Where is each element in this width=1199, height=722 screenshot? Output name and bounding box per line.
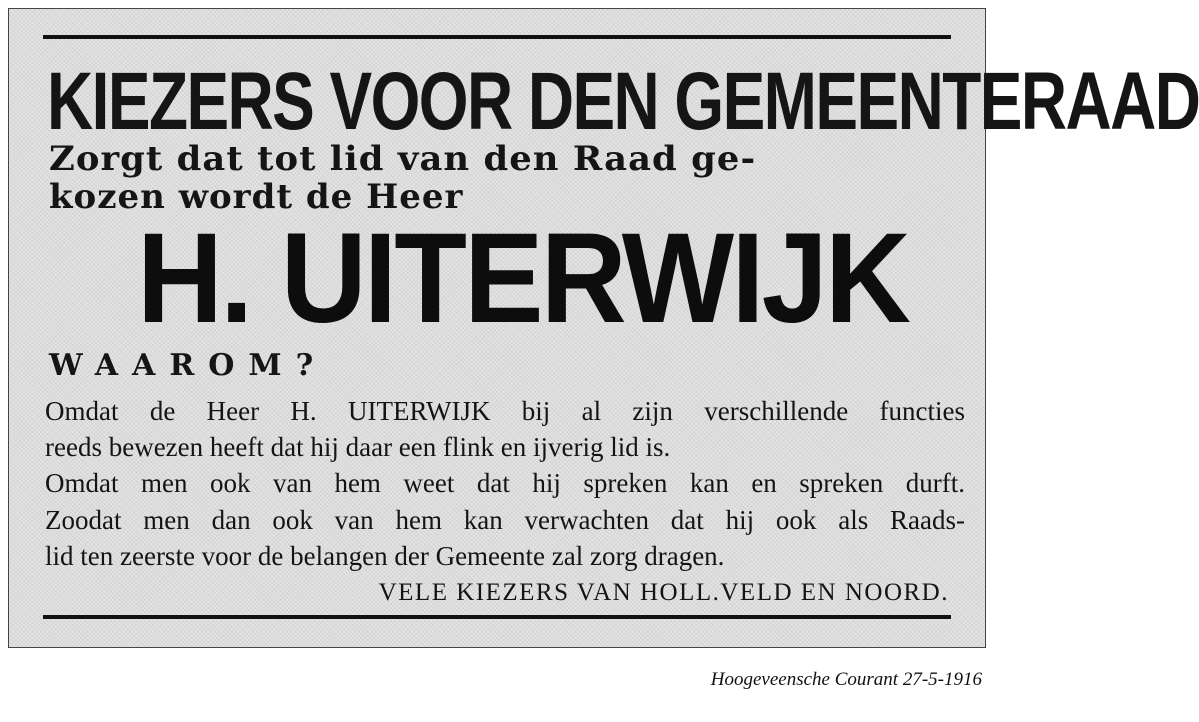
candidate-name: H. UITERWIJK: [137, 207, 909, 350]
headline: KIEZERS VOOR DEN GEMEENTERAAD: [47, 56, 1199, 147]
body-line: Zoodat men dan ook van hem kan verwachten dat hij ook als Raads-: [45, 505, 965, 535]
subline-first: Zorgt dat tot lid van den Raad ge-: [49, 139, 757, 179]
top-rule: [43, 35, 951, 39]
source-caption: Hoogeveensche Courant 27-5-1916: [710, 669, 982, 690]
bottom-rule: [43, 615, 951, 619]
question-heading: WAAROM?: [49, 348, 328, 383]
body-line: lid ten zeerste voor de belangen der Gemeente zal zorg dragen.: [45, 541, 725, 571]
newspaper-clipping: [8, 8, 1199, 648]
signature: VELE KIEZERS VAN HOLL.VELD EN NOORD.: [378, 579, 949, 606]
subline-second: kozen wordt de Heer: [49, 177, 464, 217]
body-line: Omdat men ook van hem weet dat hij spreken kan en spreken durft.: [45, 468, 965, 498]
body-line: Omdat de Heer H. UITERWIJK bij al zijn verschillende functies: [45, 396, 965, 426]
body-line: reeds bewezen heeft dat hij daar een flink en ijverig lid is.: [45, 432, 671, 462]
